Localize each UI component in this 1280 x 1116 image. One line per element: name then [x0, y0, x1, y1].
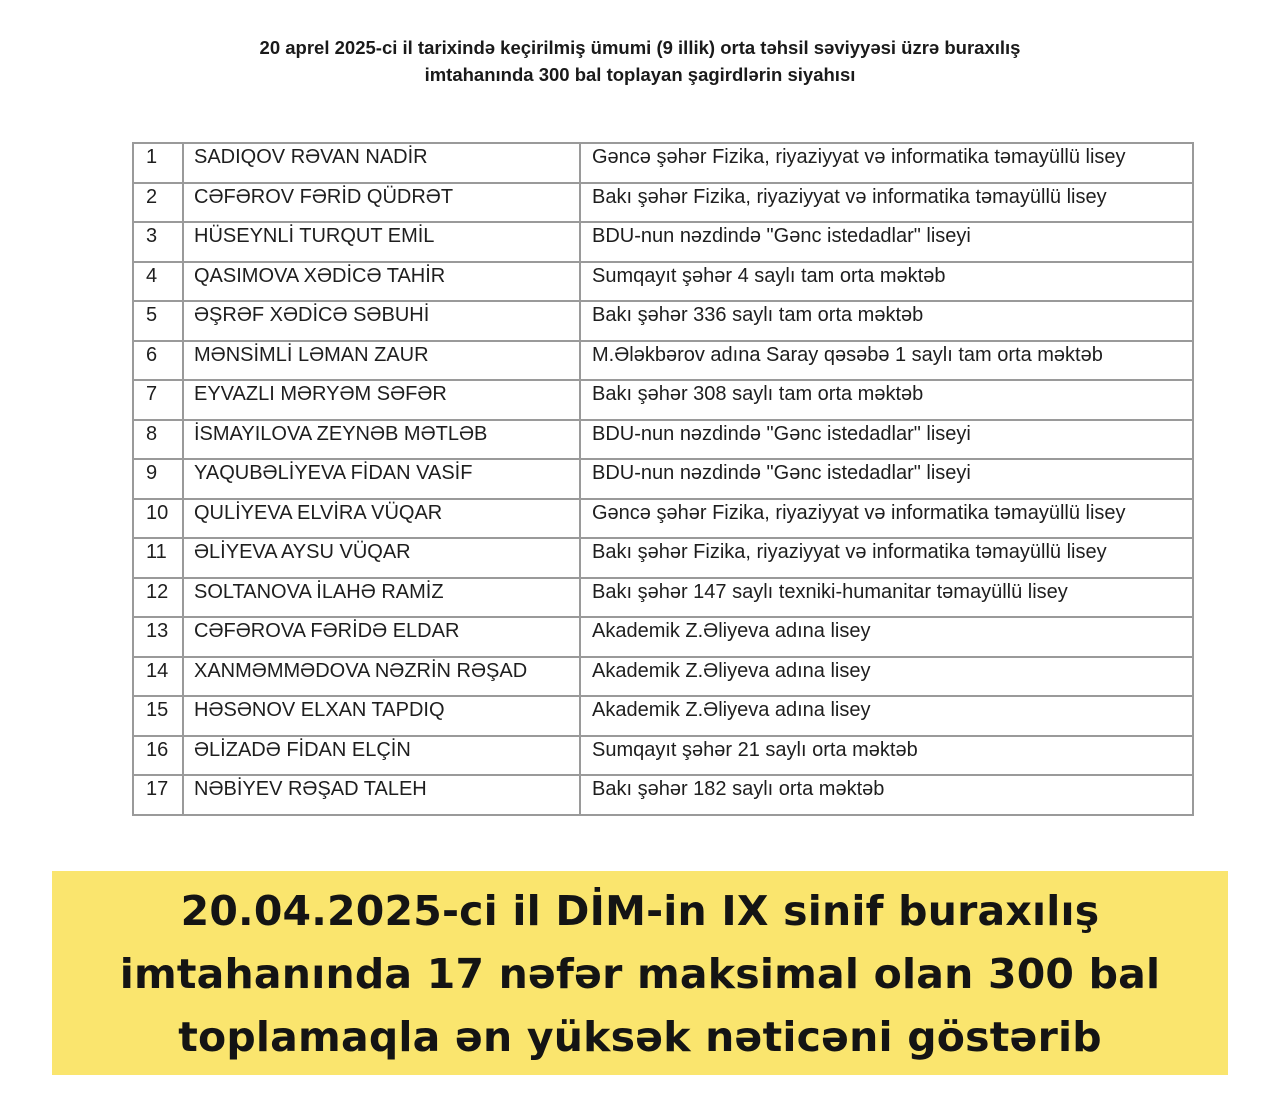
school-name: Sumqayıt şəhər 21 saylı orta məktəb [580, 736, 1193, 776]
table-row [133, 499, 1193, 539]
results-table-body [133, 143, 1193, 815]
table-row [133, 341, 1193, 381]
banner-line-2: imtahanında 17 nəfər maksimal olan 300 bal [119, 950, 1161, 998]
student-name: ƏŞRƏF XƏDİCƏ SƏBUHİ [183, 301, 580, 341]
school-name: Bakı şəhər Fizika, riyaziyyat və informatika təmayüllü lisey [580, 538, 1193, 578]
student-name: SADIQOV RƏVAN NADİR [183, 143, 580, 183]
table-row [133, 143, 1193, 183]
row-number: 11 [133, 538, 183, 578]
table-row [133, 222, 1193, 262]
student-name: QASIMOVA XƏDİCƏ TAHİR [183, 262, 580, 302]
banner-line-3: toplamaqla ən yüksək nəticəni göstərib [178, 1013, 1102, 1061]
school-name: Bakı şəhər Fizika, riyaziyyat və informatika təmayüllü lisey [580, 183, 1193, 223]
school-name: Gəncə şəhər Fizika, riyaziyyat və informatika təmayüllü lisey [580, 499, 1193, 539]
headline-banner [52, 871, 1228, 1075]
student-name: YAQUBƏLİYEVA FİDAN VASİF [183, 459, 580, 499]
row-number: 16 [133, 736, 183, 776]
row-number: 1 [133, 143, 183, 183]
student-name: MƏNSİMLİ LƏMAN ZAUR [183, 341, 580, 381]
student-name: ƏLİYEVA AYSU VÜQAR [183, 538, 580, 578]
student-name: QULİYEVA ELVİRA VÜQAR [183, 499, 580, 539]
table-row [133, 420, 1193, 460]
school-name: Akademik Z.Əliyeva adına lisey [580, 657, 1193, 697]
student-name: XANMƏMMƏDOVA NƏZRİN RƏŞAD [183, 657, 580, 697]
table-row [133, 775, 1193, 815]
row-number: 5 [133, 301, 183, 341]
row-number: 13 [133, 617, 183, 657]
student-name: SOLTANOVA İLAHƏ RAMİZ [183, 578, 580, 618]
school-name: BDU-nun nəzdində "Gənc istedadlar" liseyi [580, 420, 1193, 460]
school-name: Akademik Z.Əliyeva adına lisey [580, 617, 1193, 657]
student-name: İSMAYILOVA ZEYNƏB MƏTLƏB [183, 420, 580, 460]
table-row [133, 538, 1193, 578]
school-name: Bakı şəhər 336 saylı tam orta məktəb [580, 301, 1193, 341]
school-name: Bakı şəhər 147 saylı texniki-humanitar təmayüllü lisey [580, 578, 1193, 618]
row-number: 14 [133, 657, 183, 697]
document-title [0, 34, 1280, 88]
school-name: Gəncə şəhər Fizika, riyaziyyat və informatika təmayüllü lisey [580, 143, 1193, 183]
document-title-line-2: imtahanında 300 bal toplayan şagirdlərin siyahısı [424, 64, 856, 85]
table-row [133, 578, 1193, 618]
school-name: BDU-nun nəzdində "Gənc istedadlar" liseyi [580, 459, 1193, 499]
table-row [133, 696, 1193, 736]
row-number: 6 [133, 341, 183, 381]
student-name: HÜSEYNLİ TURQUT EMİL [183, 222, 580, 262]
student-name: CƏFƏROV FƏRİD QÜDRƏT [183, 183, 580, 223]
table-row [133, 380, 1193, 420]
student-name: EYVAZLI MƏRYƏM SƏFƏR [183, 380, 580, 420]
results-table [132, 142, 1194, 816]
school-name: Sumqayıt şəhər 4 saylı tam orta məktəb [580, 262, 1193, 302]
student-name: CƏFƏROVA FƏRİDƏ ELDAR [183, 617, 580, 657]
row-number: 9 [133, 459, 183, 499]
document-title-line-1: 20 aprel 2025-ci il tarixində keçirilmiş ümumi (9 illik) orta təhsil səviyyəsi üzrə buraxılış [259, 37, 1021, 58]
row-number: 2 [133, 183, 183, 223]
table-row [133, 301, 1193, 341]
table-row [133, 657, 1193, 697]
student-name: NƏBİYEV RƏŞAD TALEH [183, 775, 580, 815]
row-number: 7 [133, 380, 183, 420]
row-number: 15 [133, 696, 183, 736]
table-row [133, 736, 1193, 776]
table-row [133, 459, 1193, 499]
table-row [133, 617, 1193, 657]
table-row [133, 262, 1193, 302]
banner-line-1: 20.04.2025-ci il DİM-in IX sinif buraxılış [180, 887, 1100, 935]
student-name: ƏLİZADƏ FİDAN ELÇİN [183, 736, 580, 776]
row-number: 4 [133, 262, 183, 302]
school-name: M.Ələkbərov adına Saray qəsəbə 1 saylı tam orta məktəb [580, 341, 1193, 381]
row-number: 12 [133, 578, 183, 618]
school-name: Akademik Z.Əliyeva adına lisey [580, 696, 1193, 736]
school-name: BDU-nun nəzdində "Gənc istedadlar" liseyi [580, 222, 1193, 262]
school-name: Bakı şəhər 308 saylı tam orta məktəb [580, 380, 1193, 420]
row-number: 3 [133, 222, 183, 262]
row-number: 17 [133, 775, 183, 815]
row-number: 10 [133, 499, 183, 539]
table-row [133, 183, 1193, 223]
student-name: HƏSƏNOV ELXAN TAPDIQ [183, 696, 580, 736]
row-number: 8 [133, 420, 183, 460]
school-name: Bakı şəhər 182 saylı orta məktəb [580, 775, 1193, 815]
